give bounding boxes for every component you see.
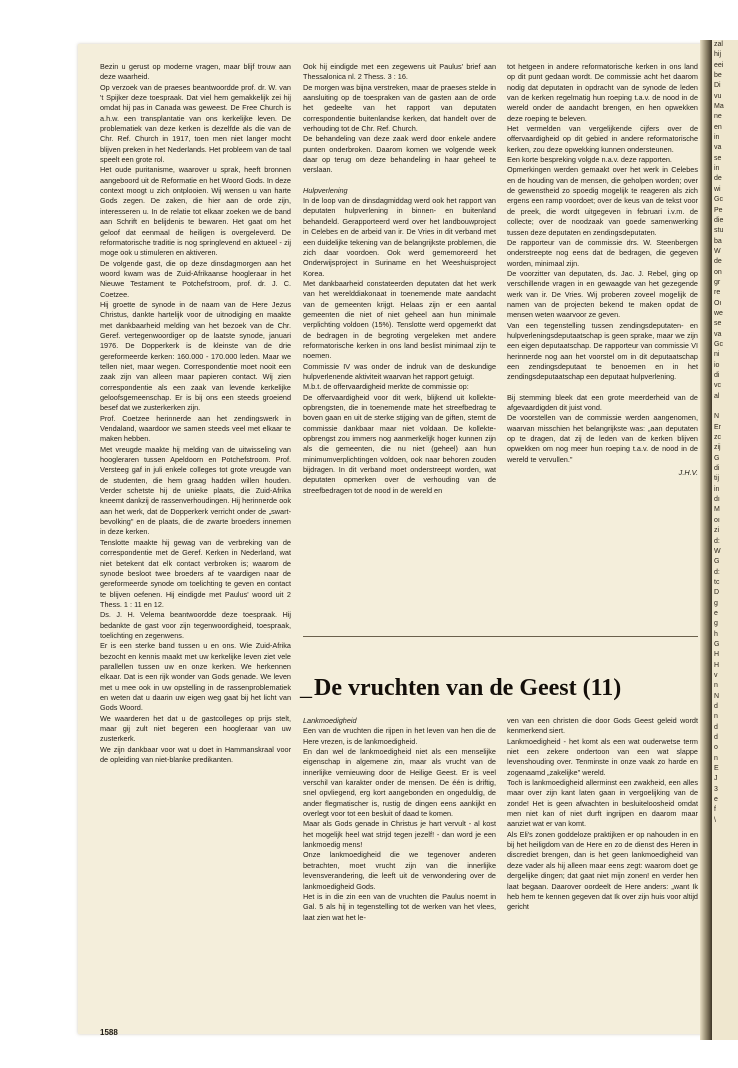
- edge-fragment: g: [714, 599, 718, 607]
- edge-fragment: di: [714, 372, 720, 379]
- book-gutter: [700, 40, 712, 1040]
- paragraph: tot hetgeen in andere reformatorische kerken in ons land op dit punt gedaan wordt. De commissie acht het daarom nodig dat deputaten in opdracht van de synode de leden van de kerken regelmatig hun roeping t.a.v. de nood in de wereld onder de aandacht brengen, en hen opwekken deze roeping te beleven.: [507, 62, 698, 123]
- edge-fragment: E: [714, 765, 719, 773]
- edge-fragment: zc: [714, 434, 721, 442]
- edge-fragment: gr: [714, 278, 721, 286]
- paragraph: Commissie IV was onder de indruk van de deskundige hulpverlenende aktiviteit waarvan het rapport getuigt.: [303, 361, 496, 381]
- edge-fragment: vc: [714, 382, 721, 390]
- paragraph: Maar als Gods genade in Christus je hart vervult - al kost het mogelijk heel wat strijd tegen jezelf! - dan word je een lankmoedig mens!: [303, 819, 496, 850]
- author-signature: J.H.V.: [678, 468, 698, 478]
- edge-fragment: zij: [714, 444, 721, 452]
- section-divider: [303, 636, 698, 637]
- paragraph: En dan wel de lankmoedigheid niet als een menselijke eigenschap in algemene zin, maar als vrucht van de innerlijke vernieuwing door de Heilige Geest. Er is veel verschil van karakter onder de mensen. De één is driftig, snel opvliegend, erg kort aangebonden en ongeduldig, de ander flegmatischer is, rustig de dingen eens aankijkt en overlegt voor tot een besluit of daad te komen.: [303, 747, 496, 819]
- paragraph: Hij groette de synode in de naam van de Here Jezus Christus, dankte hartelijk voor de uitnodiging en maakte met dankbaarheid melding van het bezoek van de Chr. Geref. vertegenwoordiger op de laatste synode, januari 1976. De Dopperkerk is de kleinste van de drie gereformeerde kerken: 160.000 - 170.000 leden. Maar we tellen niet, maar wegen. Correspondentie moet nooit een zaak zijn van alleen maar papieren contact. Wij zien correspondentie als een zaak van levende kerkelijke geloofsgemeenschap. Er is bij ons een steeds groeiend besef dat we zusterkerken zijn.: [100, 299, 291, 413]
- paragraph: Met vreugde maakte hij melding van de uitwisseling van hoogleraren tussen Apeldoorn en Potchefstroom. Prof. Versteeg gaf in juli enkele colleges tot grote vreugde van de studenten, die hem graag hadden willen houden. Verder schetste hij de unieke plaats, die Zuid-Afrika kneemt dankzij de rassenverhoudingen. Hij herinnerde ook aan het werk, dat de Dopperkerk verricht onder de „swart-bevolking" en de plaats, die de zwarte broeders innemen in deze kerken.: [100, 444, 291, 537]
- paragraph: In de loop van de dinsdagmiddag werd ook het rapport van deputaten hulpverlening in binnen- en buitenland behandeld. Gerapporteerd werd over het landbouwproject in Celebes en de arbeid van ir. De Vries in dit verband met een duidelijke tekening van de belangrijkste problemen, die zich daar voordoen. Ook werd gememoreerd het Onderwijsproject in Suriname en het Weeshuisproject Korea.: [303, 196, 496, 278]
- paragraph-gap: [507, 383, 698, 393]
- edge-fragment: al: [714, 392, 720, 400]
- edge-fragment: in: [714, 165, 720, 173]
- paragraph: De morgen was bijna verstreken, maar de praeses stelde in aansluiting op de toespraken van de gasten aan de orde het gedeelte van het rapport van deputaten correspondentie buitenlandse kerken, dat handelt over de verhouding tot de Chr. Ref. Church.: [303, 82, 496, 134]
- edge-fragment: zal: [714, 41, 723, 48]
- paragraph: Tenslotte maakte hij gewag van de verbreking van de correspondentie met de Geref. Kerken in Nederland, wat niet betekent dat elk contact verbroken is; waarom de synode besloot twee broeders af te vaardigen naar de gereformeerde synode om toelichting te geven en contact te blijven oefenen. Hij eindigde met Paulus' woord uit 2 Thess. 1 : 11 en 12.: [100, 537, 291, 609]
- edge-fragment: tij: [714, 475, 720, 483]
- column-3: [507, 62, 698, 622]
- edge-fragment: se: [714, 154, 722, 162]
- edge-fragment: M: [714, 506, 720, 514]
- paragraph: Een van de vruchten die rijpen in het leven van hen die de Here vrezen, is de lankmoedigheid.: [303, 726, 496, 746]
- paragraph: Er is een sterke band tussen u en ons. Wie Zuid-Afrika bezocht en kennis maakt met uw kerkelijke leven ziet vele parallellen tussen uw en onze kerken. We herkennen elkaar. Dat is een rijk wonder van Gods genade. We leven met u mee ook in uw opstelling in de rassenproblematiek en weten dat u daarin uw eigen weg gaat bij het licht van Gods Woord.: [100, 641, 291, 713]
- edge-fragment: we: [714, 309, 723, 317]
- paragraph: De offervaardigheid voor dit werk, blijkend uit kollekte-opbrengsten, die in toenemende mate het streefbedrag te boven gaan en uit de sterke stijging van de giften, stemt de commissie dankbaar maar niet voldaan. De kollekte-opbrengst zou immers nog aanmerkelijk hoger kunnen zijn als die gemeenten, die nu niet (geheel) aan hun minimumverplichtingen voldoen, ook naar behoren zouden bijdragen. In dit verband moet onderstreept worden, wat deputaten opmerken over de verhouding van de streefbedragen tot de nood in de wereld en: [303, 392, 496, 495]
- paragraph: We waarderen het dat u de gastcolleges op prijs stelt, maar gij zult niet begeren een hoogleraar van uw zusterkerk.: [100, 713, 291, 744]
- edge-fragment: W: [714, 547, 721, 555]
- edge-fragment: v: [714, 671, 718, 679]
- edge-fragment: va: [714, 144, 722, 152]
- edge-fragment: H: [714, 661, 720, 669]
- paragraph: Een korte bespreking volgde n.a.v. deze rapporten.: [507, 155, 672, 165]
- edge-fragment: ne: [714, 113, 722, 121]
- paragraph: Het is in die zin een van de vruchten die Paulus noemt in Gal. 5 als hij in tegenstelling tot de werken van het vlees, laat zien wat het le-: [303, 891, 496, 922]
- edge-fragment: J: [714, 775, 718, 783]
- paragraph: De voorzitter van deputaten, ds. Jac. J. Rebel, ging op verschillende vragen in en gewaagde van het gezegende werk van ir. De Vries. Wij proberen zoveel mogelijk de namen van de projecten bekend te maken opdat de mensen weten waarvoor ze geven.: [507, 268, 698, 320]
- edge-fragment: G: [714, 640, 720, 648]
- paragraph: Het oude puritanisme, waarover u sprak, heeft bronnen aangeboord uit de Reformatie en het Woord Gods. In deze context moogt u zich ontplooien. Wij wensen u van harte Gods zegen. De zaken, die hier aan de orde zijn, interesseren u. In de relatie tot elkaar zoeken we de band aan Schrift en belijdenis te bewaren. Het gaat om het geloof dat eenmaal de heiligen is overgeleverd. De reformatorische traditie is nog springlevend en aktueel - zij moge ook u stimuleren en aktiveren.: [100, 165, 291, 258]
- edge-fragment: Gc: [714, 196, 723, 204]
- paragraph: Opmerkingen werden gemaakt over het werk in Celebes en de houding van de mensen, die geholpen worden; over de gewenstheid zo spoedig mogelijk te reageren als zich ergens een ramp voordoet; over de keus van de tekst voor de preek, die wordt uitgegeven in februari i.v.m. de collecte; over de noodzaak van goede samenwerking tussen deze deputaten en zendingsdeputaten.: [507, 165, 698, 237]
- edge-fragment: hij: [714, 51, 722, 59]
- edge-fragment: d:: [714, 537, 720, 545]
- edge-fragment: n: [714, 754, 718, 762]
- paragraph: Op verzoek van de praeses beantwoordde prof. dr. W. van 't Spijker deze toespraak. Dat viel hem gemakkelijk zei hij omdat hij pas in Canada was geweest. De Free Church is a.h.w. een transplantatie van ons kerkelijke leven. De problematiek van deze kerken is dezelfde als die van de Chr. Ref. Church in 1917, toen men niet langer mocht blijven preken in het Nederlands. Het probleem van de taal speelt een grote rol.: [100, 82, 291, 165]
- edge-fragment: de: [714, 258, 722, 266]
- edge-fragment: die: [714, 216, 724, 224]
- edge-fragment: W: [714, 247, 721, 255]
- edge-fragment: ba: [714, 237, 722, 245]
- facing-page-edge: [712, 40, 738, 1040]
- edge-fragment: e: [714, 796, 718, 804]
- edge-fragment: 3: [714, 785, 718, 793]
- edge-fragment: va: [714, 330, 722, 338]
- edge-fragment: \: [714, 816, 716, 824]
- subheading: Lankmoedigheid: [303, 716, 357, 725]
- edge-fragment: g: [714, 620, 718, 628]
- paragraph: We zijn dankbaar voor wat u doet in Hammanskraal voor de opleiding van niet-blanke predikanten.: [100, 744, 291, 765]
- paragraph: Bezin u gerust op moderne vragen, maar blijf trouw aan deze waarheid.: [100, 62, 291, 82]
- edge-fragment: in: [714, 485, 720, 493]
- edge-fragment: in: [714, 134, 720, 142]
- edge-fragment: di: [714, 465, 720, 473]
- edge-fragment: wi: [714, 185, 721, 193]
- edge-fragment: e: [714, 609, 718, 617]
- paragraph: Ook hij eindigde met een zegewens uit Paulus' brief aan Thessalonica nl. 2 Thess. 3 : 16.: [303, 62, 496, 82]
- edge-fragment: zi: [714, 527, 720, 535]
- column-1: [100, 62, 291, 962]
- edge-fragment: de: [714, 175, 722, 183]
- edge-fragment: en: [714, 123, 722, 131]
- edge-fragment: oı: [714, 516, 720, 524]
- edge-fragment: n: [714, 682, 718, 690]
- paragraph: De volgende gast, die op deze dinsdagmorgen aan het woord kwam was de Zuid-Afrikaanse hoogleraar in het Nieuwe Testament te Potchefstroom, prof. dr. J. C. Coetzee.: [100, 258, 291, 299]
- article-headline: [300, 674, 698, 702]
- page-number: 1588: [100, 1028, 118, 1037]
- headline-title: De vruchten van de Geest (11): [314, 675, 622, 701]
- edge-fragment: Gc: [714, 340, 723, 348]
- paragraph: Als Eli's zonen goddeloze praktijken er op nahouden in en bij het heiligdom van de Here en zo de dienst des Heren in discrediet brengen, dan is het geen lankmoedigheid van deze vader als hij alleen maar eens zegt: waarom doet ge dergelijke dingen; dat gaat niet mijn zonen! en verder hen laat begaan. Daarover oordeelt de Here anders: „want Ik heb hem te kennen gegeven dat Ik over zijn huis voor altijd gericht: [507, 829, 698, 912]
- column-2: [303, 62, 496, 582]
- paragraph: Het vermelden van vergelijkende cijfers over de offervaardigheid op dit gebied in andere reformatorische kerken, zou deze opwekking kunnen ondersteunen.: [507, 124, 698, 154]
- edge-fragment: vu: [714, 92, 722, 100]
- column-4: [303, 716, 496, 1021]
- edge-fragment: d:: [714, 568, 720, 576]
- paragraph: Lankmoedigheid - het komt als een wat ouderwetse term niet een zekere ondertoon van een wat slappe levenshouding over. Tenminste in onze vaak zo harde en zogenaamd „zakelijke" wereld.: [507, 736, 698, 777]
- subheading: Hulpverlening: [303, 185, 348, 195]
- edge-fragment: N: [714, 413, 720, 421]
- paragraph: ven van een christen die door Gods Geest geleid wordt kenmerkend siert.: [507, 716, 698, 736]
- paragraph: Toch is lankmoedigheid allerminst een zwakheid, een alles maar over zijn kant laten gaan in vergoelijking van de zonde! Het is geen afwachten in besluiteloosheid omdat men niet kan of niet durft ingrijpen en daarom maar aanziet wat er van komt.: [507, 778, 698, 829]
- edge-fragment: be: [714, 72, 722, 80]
- edge-fragment: se: [714, 320, 722, 328]
- edge-fragment: stu: [714, 227, 724, 235]
- edge-fragment: Er: [714, 423, 721, 431]
- paragraph-gap: [303, 176, 496, 186]
- edge-fragment: n: [714, 713, 718, 721]
- facing-page-fragments: [712, 40, 738, 826]
- edge-fragment: Ma: [714, 103, 724, 111]
- edge-fragment: eei: [714, 61, 724, 69]
- edge-fragment: d: [714, 723, 718, 731]
- edge-fragment: on: [714, 268, 722, 276]
- paragraph: De voorstellen van de commissie werden aangenomen, waarvan misschien het belangrijkste was: „aan deputaten op te dragen, dat zij de leden van de kerken blijven opwekken om nog meer hun roeping t.a.v. de nood in de wereld te vervullen.": [507, 413, 698, 464]
- paragraph: Bij stemming bleek dat een grote meerderheid van de afgevaardigden dit juist vond.: [507, 392, 698, 412]
- column-5: [507, 716, 698, 1021]
- paragraph: M.b.t. de offervaardigheid merkte de commissie op:: [303, 382, 469, 392]
- edge-fragment: tc: [714, 578, 720, 586]
- edge-fragment: Pe: [714, 206, 723, 214]
- paragraph: De behandeling van deze zaak werd door enkele andere punten onderbroken. Daarom komen we volgende week daar op terug om deze behandeling in haar geheel te verslaan.: [303, 134, 496, 175]
- edge-fragment: d: [714, 734, 718, 742]
- paragraph: Met dankbaarheid constateerden deputaten dat het werk van het werelddiakonaat in toenemende mate aandacht van de gemeenten krijgt. Helaas zijn er een aantal gemeenten die niet of niet geheel aan hun minimale verplichting voldoen (15%). Tenslotte werd opgemerkt dat de bedragen in de begroting vergeleken met andere reformatorische kerken in ons land beslist minimaal zijn te noemen.: [303, 278, 496, 361]
- paragraph: Prof. Coetzee herinnerde aan het zendingswerk in Vendaland, waardoor we samen steeds veel met elkaar te maken hebben.: [100, 413, 291, 444]
- edge-fragment: re: [714, 289, 721, 297]
- edge-fragment: h: [714, 630, 718, 638]
- edge-fragment: o: [714, 744, 718, 752]
- paragraph: Van een tegenstelling tussen zendingsdeputaten- en hulpverleningsdeputaatschap is geen sprake, maar we zijn een eigen deputaatschap. De rapporteur van commissie VI herinnerde nog aan het voorstel om in dit deputaatschap een zendingsdeputaat te benoemen en in het zendingsdeputaatschap een deputaat hulpverlening.: [507, 320, 698, 382]
- edge-fragment: Di: [714, 82, 721, 90]
- edge-fragment: G: [714, 454, 720, 462]
- edge-fragment: io: [714, 361, 720, 369]
- edge-fragment: G: [714, 558, 720, 566]
- paragraph: Ds. J. H. Velema beantwoordde deze toespraak. Hij bedankte de gast voor zijn tegenwoordigheid, toespraak, toelichting en zegenwens.: [100, 610, 291, 640]
- edge-fragment: Oı: [714, 299, 722, 307]
- edge-fragment: [714, 402, 738, 412]
- edge-fragment: H: [714, 651, 720, 659]
- edge-fragment: dı: [714, 496, 720, 504]
- paragraph: Onze lankmoedigheid die we tegenover anderen betrachten, moet vrucht zijn van die innerlijke levensverandering, die leeft uit de verwondering over de lankmoedigheid Gods.: [303, 850, 496, 891]
- headline-dash: _: [300, 675, 312, 701]
- edge-fragment: d: [714, 703, 718, 710]
- edge-fragment: f: [714, 806, 716, 814]
- edge-fragment: ni: [714, 351, 720, 359]
- edge-fragment: D: [714, 589, 720, 597]
- paragraph: De rapporteur van de commissie drs. W. Steenbergen onderstreepte nog eens dat de bedragen, die gegeven worden, minimaal zijn.: [507, 237, 698, 268]
- edge-fragment: N: [714, 692, 720, 700]
